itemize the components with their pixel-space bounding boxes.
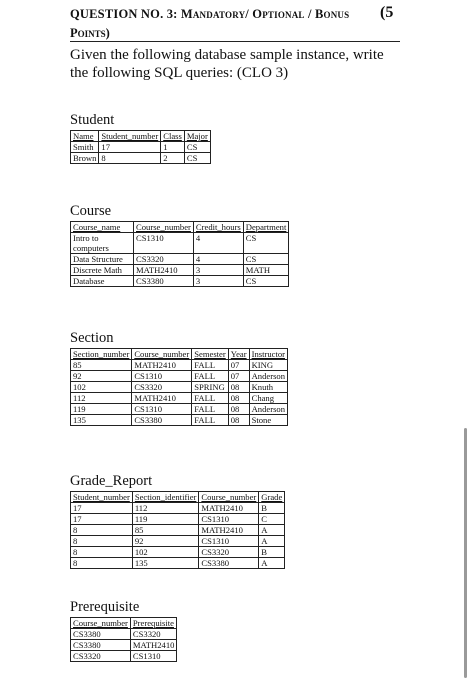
table-row [71,558,285,569]
table-header-row [71,349,288,360]
table-cell: Intro to computers [71,233,134,254]
table-cell: Stone [249,415,287,426]
table-cell: A [259,536,285,547]
table-row [71,382,288,393]
table-cell: 4 [193,233,243,254]
table-cell: FALL [192,360,229,371]
table-cell: Anderson [249,371,287,382]
table-cell: FALL [192,371,229,382]
grade-report-table [70,491,285,569]
prerequisite-title: Prerequisite [70,599,140,615]
table-cell: 3 [193,265,243,276]
table-row [71,503,285,514]
table-cell: SPRING [192,382,229,393]
grade-report-title: Grade_Report [70,473,153,489]
table-cell: CS [184,142,210,153]
table-cell: 112 [71,393,132,404]
table-cell: CS [243,254,289,265]
table-cell: Discrete Math [71,265,134,276]
table-cell: CS3380 [71,640,131,651]
table-cell: 8 [71,536,133,547]
table-cell: CS3380 [71,629,131,640]
table-cell: 102 [71,382,132,393]
table-cell: CS3320 [71,651,131,662]
table-row [71,415,288,426]
table-cell: 17 [71,514,133,525]
table-cell: 2 [161,153,185,164]
table-cell: MATH2410 [130,640,177,651]
column-header: Student_number [99,131,161,142]
column-header: Department [243,222,289,233]
table-row [71,371,288,382]
table-cell: MATH2410 [199,525,259,536]
table-cell: 85 [132,525,199,536]
table-cell: Data Structure [71,254,134,265]
table-row [71,254,289,265]
table-cell: CS [243,276,289,287]
column-header: Class [161,131,185,142]
table-cell: CS1310 [132,404,192,415]
column-header: Major [184,131,210,142]
table-cell: CS1310 [199,536,259,547]
table-cell: B [259,503,285,514]
table-cell: FALL [192,404,229,415]
table-header-row [71,492,285,503]
table-cell: MATH [243,265,289,276]
table-cell: FALL [192,415,229,426]
table-cell: 07 [228,360,249,371]
table-cell: MATH2410 [134,265,194,276]
table-row [71,547,285,558]
column-header: Credit_hours [193,222,243,233]
table-cell: CS3320 [199,547,259,558]
table-cell: 3 [193,276,243,287]
column-header: Instructor [249,349,287,360]
table-cell: 112 [132,503,199,514]
table-cell: CS1310 [199,514,259,525]
table-cell: B [259,547,285,558]
points-open: (5 [380,4,394,21]
table-row [71,360,288,371]
table-cell: 119 [132,514,199,525]
table-row [71,514,285,525]
table-cell: CS3380 [199,558,259,569]
table-cell: Knuth [249,382,287,393]
course-title: Course [70,203,112,219]
table-header-row [71,222,289,233]
table-cell: 8 [99,153,161,164]
table-cell: Anderson [249,404,287,415]
table-cell: 17 [99,142,161,153]
table-cell: CS [184,153,210,164]
table-cell: 135 [71,415,132,426]
student-table [70,130,211,164]
table-cell: CS [243,233,289,254]
table-cell: CS1310 [130,651,177,662]
table-cell: 08 [228,404,249,415]
table-cell: CS3320 [132,382,192,393]
table-cell: 08 [228,382,249,393]
instruction-text: Given the following database sample instance, write the following SQL queries: (CLO 3) [70,47,384,81]
table-row [71,153,211,164]
table-row [71,276,289,287]
table-cell: 119 [71,404,132,415]
column-header: Name [71,131,99,142]
column-header: Section_identifier [132,492,199,503]
table-cell: Database [71,276,134,287]
table-cell: CS1310 [134,233,194,254]
table-row [71,629,177,640]
section-table [70,348,288,426]
student-title: Student [70,112,115,128]
course-table [70,221,289,287]
table-row [71,404,288,415]
table-cell: 1 [161,142,185,153]
table-cell: CS3320 [134,254,194,265]
table-cell: 92 [132,536,199,547]
table-cell: 8 [71,558,133,569]
column-header: Prerequisite [130,618,177,629]
table-cell: CS3380 [134,276,194,287]
table-cell: FALL [192,393,229,404]
column-header: Grade [259,492,285,503]
column-header: Course_number [199,492,259,503]
table-cell: MATH2410 [199,503,259,514]
column-header: Section_number [71,349,132,360]
table-cell: 4 [193,254,243,265]
table-cell: A [259,558,285,569]
table-cell: MATH2410 [132,393,192,404]
table-cell: 08 [228,393,249,404]
table-cell: A [259,525,285,536]
table-cell: 08 [228,415,249,426]
table-cell: 85 [71,360,132,371]
column-header: Student_number [71,492,133,503]
table-cell: 135 [132,558,199,569]
column-header: Course_number [132,349,192,360]
table-cell: 07 [228,371,249,382]
points-label: Points) [70,26,110,40]
column-header: Semester [192,349,229,360]
table-row [71,233,289,254]
table-row [71,525,285,536]
table-cell: CS1310 [132,371,192,382]
table-row [71,393,288,404]
prerequisite-table [70,617,177,662]
column-header: Course_number [134,222,194,233]
header-divider [70,41,400,42]
table-row [71,536,285,547]
question-header [70,4,400,42]
table-cell: Brown [71,153,99,164]
table-cell: 8 [71,525,133,536]
section-title: Section [70,330,114,346]
table-cell: 17 [71,503,133,514]
table-cell: 8 [71,547,133,558]
table-row [71,651,177,662]
table-cell: KING [249,360,287,371]
column-header: Year [228,349,249,360]
table-row [71,640,177,651]
question-label: QUESTION NO. 3: Mandatory/ Optional / Bonus [70,7,350,21]
table-cell: Smith [71,142,99,153]
table-header-row [71,131,211,142]
table-cell: CS3320 [130,629,177,640]
table-cell: 102 [132,547,199,558]
table-row [71,265,289,276]
table-cell: 92 [71,371,132,382]
column-header: Course_name [71,222,134,233]
table-cell: CS3380 [132,415,192,426]
table-cell: MATH2410 [132,360,192,371]
table-cell: C [259,514,285,525]
vertical-scrollbar[interactable] [464,428,467,678]
table-header-row [71,618,177,629]
table-cell: Chang [249,393,287,404]
column-header: Course_number [71,618,131,629]
table-row [71,142,211,153]
